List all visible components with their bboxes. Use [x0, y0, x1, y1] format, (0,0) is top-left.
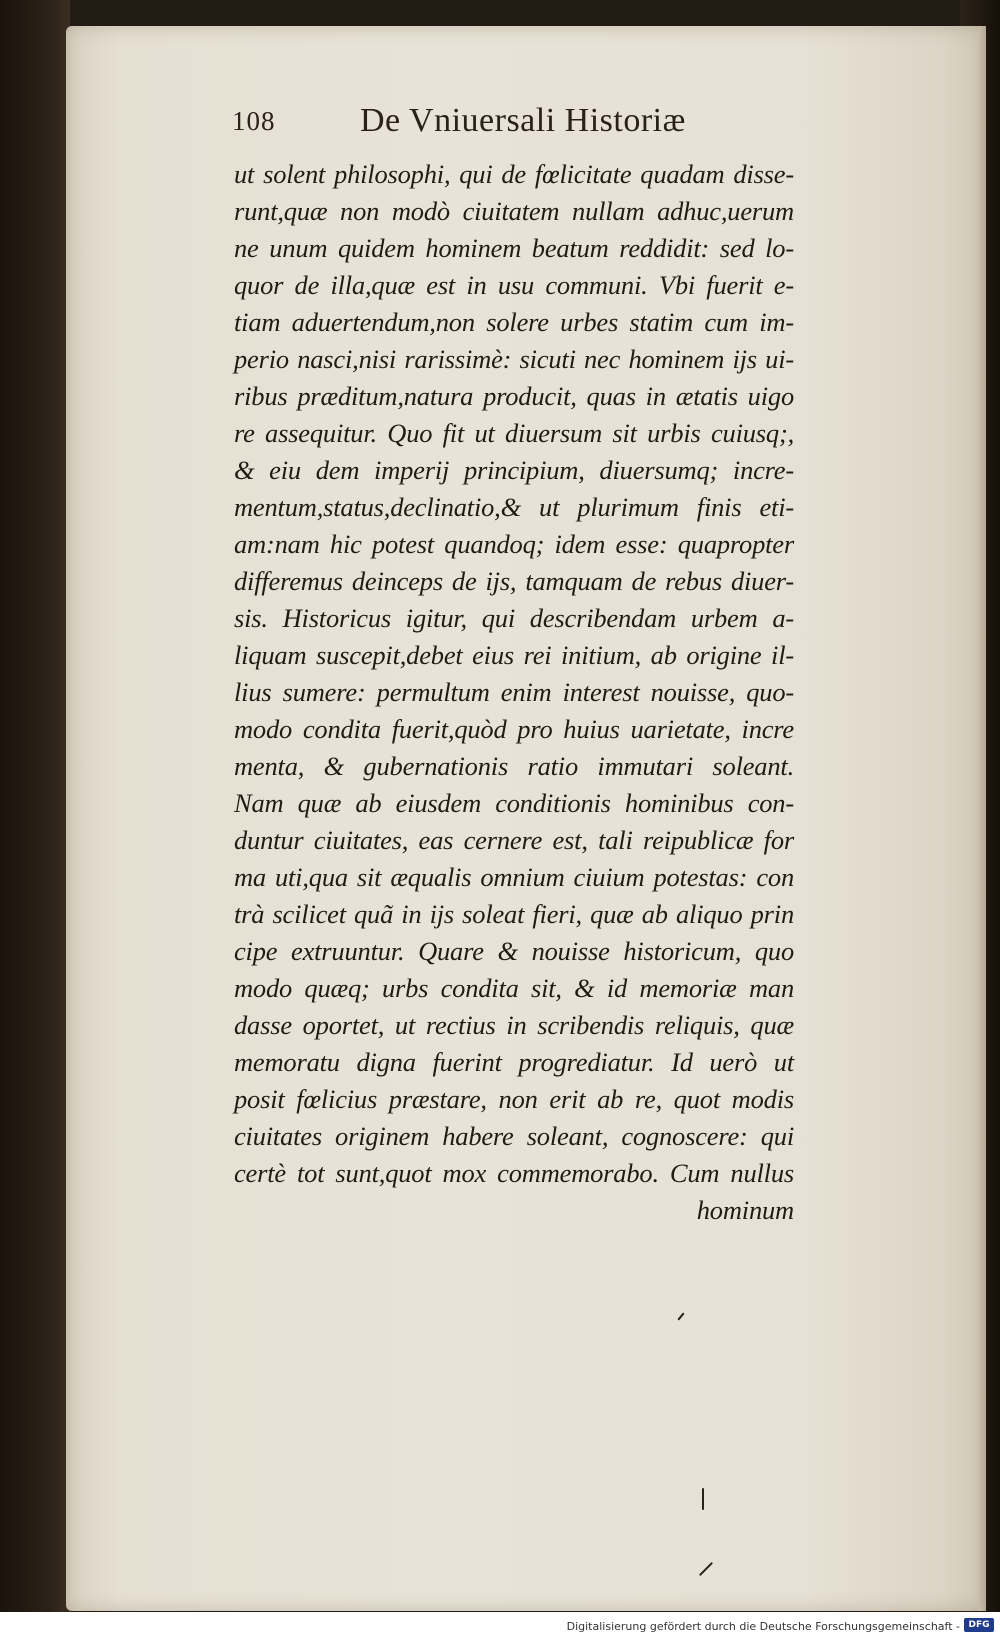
text-line: sis. Historicus igitur, qui describendam urbem a-	[234, 603, 794, 633]
text-line: quor de illa,quæ est in usu communi. Vbi fuerit e-	[234, 270, 794, 300]
funding-credit: Digitalisierung gefördert durch die Deutsche Forschungsgemeinschaft -	[566, 1620, 960, 1633]
text-line: liquam suscepit,debet eius rei initium, ab origine il-	[234, 640, 794, 670]
text-line: tiam aduertendum,non solere urbes statim cum im-	[234, 307, 794, 337]
running-head: De Vniuersali Historiæ	[360, 102, 686, 139]
text-line: ut solent philosophi, qui de fœlicitate quadam disse-	[234, 159, 794, 189]
page-header	[232, 102, 792, 142]
text-line: trà scilicet quã in ijs soleat fieri, quæ ab aliquo prin	[234, 899, 794, 929]
text-line: perio nasci,nisi rarissimè: sicuti nec hominem ijs ui-	[234, 344, 794, 374]
page-number: 108	[232, 106, 276, 136]
text-line: differemus deinceps de ijs, tamquam de rebus diuer-	[234, 566, 794, 596]
dfg-logo-icon: DFG	[964, 1618, 994, 1632]
text-line: ribus præditum,natura producit, quas in ætatis uigo	[234, 381, 794, 411]
digitization-footer	[0, 1612, 1000, 1636]
text-line: certè tot sunt,quot mox commemorabo. Cum nullus	[234, 1158, 794, 1188]
text-line: cipe extruuntur. Quare & nouisse historicum, quo	[234, 936, 794, 966]
text-line: runt,quæ non modò ciuitatem nullam adhuc,uerum	[234, 196, 794, 226]
text-line: Nam quæ ab eiusdem conditionis hominibus con-	[234, 788, 794, 818]
ink-speck	[702, 1488, 704, 1510]
body-text	[234, 156, 794, 1229]
text-line: ma uti,qua sit æqualis omnium ciuium potestas: con	[234, 862, 794, 892]
book-gutter-shadow	[0, 0, 70, 1636]
catchword: hominum	[696, 1195, 794, 1225]
text-line: menta, & gubernationis ratio immutari soleant.	[234, 751, 794, 781]
text-line: duntur ciuitates, eas cernere est, tali reipublicæ for	[234, 825, 794, 855]
text-line: posit fœlicius præstare, non erit ab re, quot modis	[234, 1084, 794, 1114]
text-line: dasse oportet, ut rectius in scribendis reliquis, quæ	[234, 1010, 794, 1040]
text-line: & eiu dem imperij principium, diuersumq; incre-	[234, 455, 794, 485]
page-fore-edge	[978, 26, 986, 1611]
text-line: ciuitates originem habere soleant, cognoscere: qui	[234, 1121, 794, 1151]
text-line: memoratu digna fuerint progrediatur. Id uerò ut	[234, 1047, 794, 1077]
text-line: lius sumere: permultum enim interest nouisse, quo-	[234, 677, 794, 707]
text-line: ne unum quidem hominem beatum reddidit: sed lo-	[234, 233, 794, 263]
text-line: mentum,status,declinatio,& ut plurimum finis eti-	[234, 492, 794, 522]
text-line: modo condita fuerit,quòd pro huius uarietate, incre	[234, 714, 794, 744]
text-line: re assequitur. Quo fit ut diuersum sit urbis cuiusq;,	[234, 418, 794, 448]
text-line: am:nam hic potest quandoq; idem esse: quapropter	[234, 529, 794, 559]
text-line: modo quæq; urbs condita sit, & id memoriæ man	[234, 973, 794, 1003]
